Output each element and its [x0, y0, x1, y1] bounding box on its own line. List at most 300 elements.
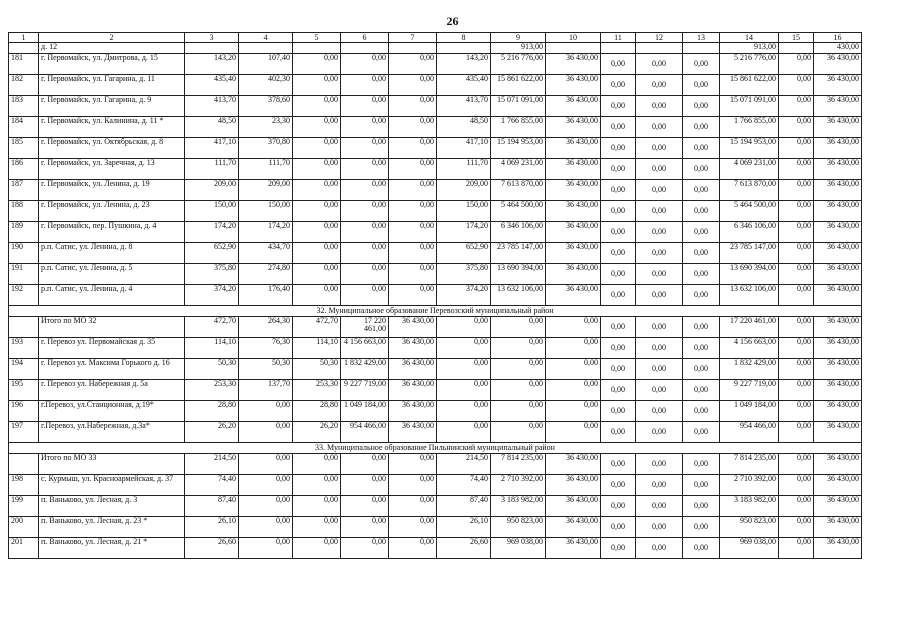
value-cell: 0,00 [779, 96, 814, 117]
value-cell: 0,00 [601, 538, 636, 559]
value-cell: 0,00 [601, 201, 636, 222]
value-cell: 0,00 [437, 317, 491, 338]
value-cell: 7 613 870,00 [491, 180, 546, 201]
value-cell: 36 430,00 [389, 401, 437, 422]
column-header: 2 [39, 33, 185, 43]
value-cell: 0,00 [779, 117, 814, 138]
value-cell: 0,00 [683, 138, 720, 159]
value-cell: 0,00 [779, 380, 814, 401]
column-header: 16 [814, 33, 862, 43]
address-cell: г. Первомайск, ул. Ленина, д. 19 [39, 180, 185, 201]
value-cell: 0,00 [546, 359, 601, 380]
value-cell: 417,10 [185, 138, 239, 159]
value-cell: 0,00 [779, 243, 814, 264]
value-cell: 214,50 [437, 454, 491, 475]
value-cell: 378,60 [239, 96, 293, 117]
value-cell: 0,00 [636, 401, 683, 422]
value-cell: 0,00 [601, 138, 636, 159]
value-cell: 0,00 [636, 201, 683, 222]
value-cell: 0,00 [683, 454, 720, 475]
address-cell: п. Ваньково, ул. Лесная, д. 3 [39, 496, 185, 517]
value-cell: 0,00 [601, 401, 636, 422]
value-cell: 1 049 184,00 [720, 401, 779, 422]
table-row [9, 317, 862, 338]
value-cell: 0,00 [601, 96, 636, 117]
value-cell: 253,30 [293, 380, 341, 401]
value-cell: 15 194 953,00 [720, 138, 779, 159]
value-cell: 36 430,00 [546, 180, 601, 201]
value-cell: 87,40 [437, 496, 491, 517]
value-cell: 0,00 [239, 496, 293, 517]
value-cell: 0,00 [779, 359, 814, 380]
value-cell: 0,00 [601, 517, 636, 538]
value-cell: 0,00 [683, 496, 720, 517]
value-cell: 36 430,00 [546, 496, 601, 517]
row-number-cell: 181 [9, 54, 39, 75]
data-table [8, 32, 862, 559]
value-cell: 413,70 [437, 96, 491, 117]
value-cell: 0,00 [341, 54, 389, 75]
value-cell: 174,20 [239, 222, 293, 243]
value-cell: 0,00 [683, 75, 720, 96]
value-cell: 13 690 394,00 [720, 264, 779, 285]
value-cell: 0,00 [636, 243, 683, 264]
value-cell: 23,30 [239, 117, 293, 138]
value-cell: 969 038,00 [491, 538, 546, 559]
value-cell: 0,00 [389, 517, 437, 538]
value-cell: 0,00 [437, 422, 491, 443]
column-header: 5 [293, 33, 341, 43]
value-cell: 0,00 [293, 138, 341, 159]
table-row [9, 380, 862, 401]
value-cell: 0,00 [601, 380, 636, 401]
value-cell: 0,00 [779, 401, 814, 422]
value-cell: 111,70 [185, 159, 239, 180]
value-cell: 950 823,00 [720, 517, 779, 538]
value-cell: 0,00 [601, 359, 636, 380]
value-cell: 0,00 [389, 75, 437, 96]
value-cell: 36 430,00 [814, 285, 862, 306]
value-cell: 36 430,00 [814, 264, 862, 285]
column-header: 4 [239, 33, 293, 43]
value-cell: 0,00 [636, 359, 683, 380]
value-cell: 0,00 [779, 285, 814, 306]
value-cell: 0,00 [239, 454, 293, 475]
address-cell: г. Первомайск, ул. Гагарина, д. 9 [39, 96, 185, 117]
value-cell: 0,00 [341, 117, 389, 138]
value-cell: 0,00 [601, 454, 636, 475]
value-cell: 0,00 [601, 422, 636, 443]
value-cell: 15 861 622,00 [491, 75, 546, 96]
value-cell: 0,00 [293, 222, 341, 243]
value-cell: 0,00 [601, 222, 636, 243]
value-cell: 36 430,00 [814, 75, 862, 96]
row-number-cell: 188 [9, 201, 39, 222]
table-row [9, 43, 862, 54]
table-row [9, 422, 862, 443]
value-cell: 0,00 [239, 538, 293, 559]
value-cell: 36 430,00 [546, 264, 601, 285]
value-cell: 0,00 [779, 496, 814, 517]
value-cell: 0,00 [601, 117, 636, 138]
row-number-cell: 185 [9, 138, 39, 159]
value-cell: 0,00 [341, 285, 389, 306]
value-cell: 36 430,00 [546, 243, 601, 264]
value-cell: 0,00 [779, 201, 814, 222]
value-cell: 4 156 663,00 [720, 338, 779, 359]
section-row [9, 306, 862, 317]
value-cell: 0,00 [293, 517, 341, 538]
row-number-cell: 189 [9, 222, 39, 243]
value-cell: 13 632 106,00 [720, 285, 779, 306]
value-cell: 0,00 [293, 285, 341, 306]
value-cell: 15 071 091,00 [491, 96, 546, 117]
value-cell: 0,00 [683, 380, 720, 401]
row-number-cell: 193 [9, 338, 39, 359]
value-cell: 111,70 [437, 159, 491, 180]
value-cell: 0,00 [239, 475, 293, 496]
table-row [9, 496, 862, 517]
value-cell: 0,00 [293, 475, 341, 496]
value-cell: 0,00 [389, 117, 437, 138]
value-cell: 36 430,00 [546, 159, 601, 180]
table-row [9, 264, 862, 285]
value-cell [437, 43, 491, 54]
value-cell: 36 430,00 [389, 380, 437, 401]
table-row [9, 517, 862, 538]
value-cell: 0,00 [779, 422, 814, 443]
value-cell: 0,00 [601, 475, 636, 496]
value-cell: 111,70 [239, 159, 293, 180]
row-number-cell: 186 [9, 159, 39, 180]
value-cell: 0,00 [389, 475, 437, 496]
value-cell [683, 43, 720, 54]
row-number-cell: 196 [9, 401, 39, 422]
value-cell: 0,00 [636, 538, 683, 559]
value-cell: 36 430,00 [814, 159, 862, 180]
value-cell: 0,00 [341, 138, 389, 159]
column-header: 1 [9, 33, 39, 43]
value-cell: 0,00 [636, 138, 683, 159]
value-cell: 143,20 [437, 54, 491, 75]
value-cell: 36 430,00 [814, 475, 862, 496]
value-cell: 6 346 106,00 [491, 222, 546, 243]
table-row [9, 54, 862, 75]
row-number-cell: 183 [9, 96, 39, 117]
value-cell: 950 823,00 [491, 517, 546, 538]
value-cell: 36 430,00 [814, 138, 862, 159]
table-row [9, 243, 862, 264]
value-cell: 143,20 [185, 54, 239, 75]
value-cell: 0,00 [683, 359, 720, 380]
address-cell: Итого по МО 32 [39, 317, 185, 338]
table-row [9, 201, 862, 222]
value-cell: 0,00 [389, 138, 437, 159]
value-cell: 1 766 855,00 [720, 117, 779, 138]
value-cell: 15 071 091,00 [720, 96, 779, 117]
value-cell: 36 430,00 [389, 359, 437, 380]
value-cell: 23 785 147,00 [720, 243, 779, 264]
value-cell: 50,30 [185, 359, 239, 380]
value-cell: 114,10 [185, 338, 239, 359]
table-body [9, 43, 862, 559]
value-cell: 0,00 [779, 338, 814, 359]
value-cell: 0,00 [683, 159, 720, 180]
value-cell: 15 194 953,00 [491, 138, 546, 159]
value-cell: 209,00 [437, 180, 491, 201]
value-cell: 4 156 663,00 [341, 338, 389, 359]
row-number-cell [9, 454, 39, 475]
value-cell: 0,00 [683, 117, 720, 138]
value-cell: 13 690 394,00 [491, 264, 546, 285]
value-cell: 0,00 [293, 54, 341, 75]
row-number-cell: 199 [9, 496, 39, 517]
value-cell: 0,00 [341, 243, 389, 264]
address-cell: г. Первомайск, ул. Октябрьская, д. 8 [39, 138, 185, 159]
value-cell: 5 464 500,00 [491, 201, 546, 222]
value-cell: 174,20 [437, 222, 491, 243]
table-row [9, 159, 862, 180]
table-row [9, 75, 862, 96]
value-cell: 0,00 [636, 96, 683, 117]
address-cell: г. Перевоз ул. Максима Горького д. 16 [39, 359, 185, 380]
value-cell: 0,00 [601, 285, 636, 306]
value-cell: 0,00 [636, 317, 683, 338]
value-cell: 0,00 [683, 538, 720, 559]
value-cell: 150,00 [239, 201, 293, 222]
value-cell: 913,00 [720, 43, 779, 54]
value-cell: 1 049 184,00 [341, 401, 389, 422]
value-cell: 370,80 [239, 138, 293, 159]
value-cell: 0,00 [601, 496, 636, 517]
value-cell: 0,00 [636, 475, 683, 496]
value-cell: 472,70 [185, 317, 239, 338]
header-row [9, 33, 862, 43]
value-cell: 374,20 [437, 285, 491, 306]
value-cell: 0,00 [491, 338, 546, 359]
row-number-cell: 197 [9, 422, 39, 443]
address-cell: г. Первомайск, ул. Заречная, д. 13 [39, 159, 185, 180]
value-cell: 652,90 [437, 243, 491, 264]
value-cell: 0,00 [636, 496, 683, 517]
section-row [9, 443, 862, 454]
value-cell: 0,00 [293, 243, 341, 264]
value-cell: 0,00 [683, 96, 720, 117]
value-cell: 375,80 [437, 264, 491, 285]
value-cell: 26,60 [185, 538, 239, 559]
value-cell: 0,00 [636, 75, 683, 96]
table-row [9, 138, 862, 159]
value-cell: 274,80 [239, 264, 293, 285]
value-cell: 0,00 [546, 317, 601, 338]
value-cell: 0,00 [389, 159, 437, 180]
value-cell: 413,70 [185, 96, 239, 117]
value-cell: 0,00 [293, 264, 341, 285]
value-cell: 0,00 [389, 243, 437, 264]
value-cell: 0,00 [601, 338, 636, 359]
value-cell: 5 216 776,00 [491, 54, 546, 75]
row-number-cell: 194 [9, 359, 39, 380]
value-cell: 472,70 [293, 317, 341, 338]
value-cell: 0,00 [636, 264, 683, 285]
value-cell: 0,00 [389, 285, 437, 306]
value-cell: 36 430,00 [546, 454, 601, 475]
value-cell: 0,00 [239, 422, 293, 443]
value-cell: 3 183 982,00 [720, 496, 779, 517]
value-cell: 0,00 [779, 538, 814, 559]
value-cell: 0,00 [546, 380, 601, 401]
value-cell: 36 430,00 [814, 54, 862, 75]
value-cell: 36 430,00 [814, 180, 862, 201]
address-cell: п. Ваньково, ул. Лесная, д. 21 * [39, 538, 185, 559]
value-cell: 0,00 [239, 401, 293, 422]
value-cell: 137,70 [239, 380, 293, 401]
value-cell: 0,00 [389, 538, 437, 559]
value-cell: 0,00 [341, 180, 389, 201]
value-cell: 114,10 [293, 338, 341, 359]
value-cell: 0,00 [779, 54, 814, 75]
value-cell: 0,00 [683, 317, 720, 338]
table-row [9, 475, 862, 496]
value-cell: 36 430,00 [814, 422, 862, 443]
value-cell: 0,00 [601, 264, 636, 285]
column-header: 12 [636, 33, 683, 43]
section-title: 33. Муниципальное образование Пильнинский муниципальный район [9, 443, 862, 454]
value-cell: 36 430,00 [814, 380, 862, 401]
value-cell: 36 430,00 [389, 338, 437, 359]
value-cell: 5 464 500,00 [720, 201, 779, 222]
value-cell: 36 430,00 [814, 117, 862, 138]
table-row [9, 222, 862, 243]
value-cell: 0,00 [293, 454, 341, 475]
value-cell: 0,00 [389, 222, 437, 243]
value-cell: 0,00 [636, 338, 683, 359]
value-cell: 434,70 [239, 243, 293, 264]
value-cell: 0,00 [636, 180, 683, 201]
value-cell: 0,00 [491, 359, 546, 380]
table-row [9, 538, 862, 559]
value-cell: 0,00 [779, 180, 814, 201]
address-cell: д. 12 [39, 43, 185, 54]
value-cell: 36 430,00 [814, 222, 862, 243]
value-cell: 1 832 429,00 [720, 359, 779, 380]
value-cell: 0,00 [341, 75, 389, 96]
value-cell: 0,00 [341, 201, 389, 222]
value-cell: 6 346 106,00 [720, 222, 779, 243]
value-cell: 253,30 [185, 380, 239, 401]
value-cell: 375,80 [185, 264, 239, 285]
value-cell: 0,00 [683, 201, 720, 222]
row-number-cell: 182 [9, 75, 39, 96]
value-cell: 0,00 [239, 517, 293, 538]
value-cell: 0,00 [491, 422, 546, 443]
table-row [9, 180, 862, 201]
value-cell: 0,00 [683, 475, 720, 496]
value-cell: 50,30 [239, 359, 293, 380]
value-cell: 0,00 [779, 517, 814, 538]
value-cell [546, 43, 601, 54]
value-cell: 0,00 [293, 117, 341, 138]
value-cell: 107,40 [239, 54, 293, 75]
value-cell: 2 710 392,00 [491, 475, 546, 496]
value-cell: 0,00 [683, 285, 720, 306]
column-header: 10 [546, 33, 601, 43]
value-cell: 0,00 [293, 496, 341, 517]
table-row [9, 117, 862, 138]
value-cell: 0,00 [779, 317, 814, 338]
value-cell: 3 183 982,00 [491, 496, 546, 517]
address-cell: с. Курмыш, ул. Красноармейская, д. 37 [39, 475, 185, 496]
value-cell: 0,00 [437, 359, 491, 380]
value-cell: 0,00 [636, 422, 683, 443]
value-cell: 0,00 [683, 54, 720, 75]
value-cell: 0,00 [601, 180, 636, 201]
value-cell: 0,00 [389, 180, 437, 201]
address-cell: г. Первомайск, ул. Дмитрова, д. 15 [39, 54, 185, 75]
value-cell: 0,00 [546, 422, 601, 443]
value-cell: 28,80 [185, 401, 239, 422]
value-cell: 48,50 [185, 117, 239, 138]
column-header: 15 [779, 33, 814, 43]
address-cell: г.Перевоз, ул.Набережная, д.3а* [39, 422, 185, 443]
value-cell: 0,00 [683, 338, 720, 359]
value-cell: 954 466,00 [341, 422, 389, 443]
value-cell: 36 430,00 [546, 138, 601, 159]
row-number-cell: 195 [9, 380, 39, 401]
table-row [9, 401, 862, 422]
value-cell: 652,90 [185, 243, 239, 264]
value-cell: 0,00 [636, 285, 683, 306]
column-header: 3 [185, 33, 239, 43]
value-cell: 0,00 [636, 454, 683, 475]
value-cell: 5 216 776,00 [720, 54, 779, 75]
value-cell: 13 632 106,00 [491, 285, 546, 306]
value-cell: 9 227 719,00 [720, 380, 779, 401]
value-cell: 0,00 [293, 159, 341, 180]
value-cell: 36 430,00 [814, 538, 862, 559]
value-cell: 0,00 [341, 264, 389, 285]
value-cell: 0,00 [779, 222, 814, 243]
column-header: 6 [341, 33, 389, 43]
value-cell: 0,00 [341, 517, 389, 538]
value-cell: 0,00 [601, 75, 636, 96]
value-cell: 0,00 [683, 422, 720, 443]
value-cell: 36 430,00 [814, 201, 862, 222]
row-number-cell [9, 317, 39, 338]
row-number-cell: 192 [9, 285, 39, 306]
value-cell: 0,00 [341, 96, 389, 117]
value-cell: 176,40 [239, 285, 293, 306]
value-cell: 969 038,00 [720, 538, 779, 559]
value-cell [389, 43, 437, 54]
value-cell: 36 430,00 [546, 475, 601, 496]
row-number-cell: 198 [9, 475, 39, 496]
value-cell: 36 430,00 [814, 454, 862, 475]
value-cell: 264,30 [239, 317, 293, 338]
value-cell: 0,00 [389, 454, 437, 475]
value-cell: 374,20 [185, 285, 239, 306]
value-cell: 0,00 [683, 401, 720, 422]
section-title: 32. Муниципальное образование Перевозский муниципальный район [9, 306, 862, 317]
value-cell: 36 430,00 [546, 117, 601, 138]
value-cell: 26,20 [185, 422, 239, 443]
value-cell: 76,30 [239, 338, 293, 359]
value-cell: 7 613 870,00 [720, 180, 779, 201]
value-cell [239, 43, 293, 54]
row-number-cell [9, 43, 39, 54]
column-header: 9 [491, 33, 546, 43]
value-cell: 954 466,00 [720, 422, 779, 443]
